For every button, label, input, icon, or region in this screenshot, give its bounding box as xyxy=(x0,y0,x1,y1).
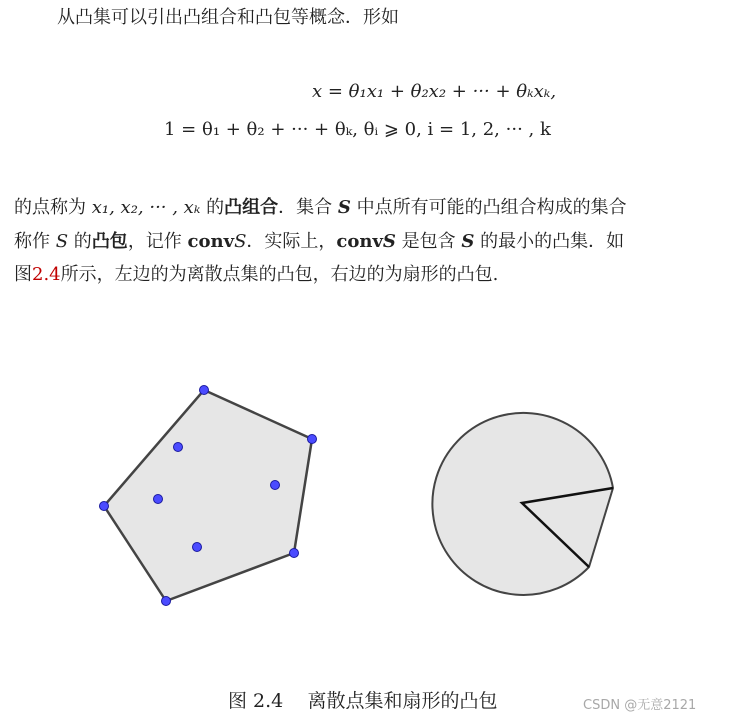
interior-point xyxy=(174,443,183,452)
text: 的 xyxy=(68,231,92,252)
convex-hull-polygon xyxy=(104,390,312,601)
hull-vertex-point xyxy=(308,435,317,444)
text: 称作 xyxy=(14,231,56,252)
figure-caption xyxy=(228,686,497,713)
math-set: S xyxy=(55,231,69,252)
text: 是包含 xyxy=(395,231,462,252)
watermark: CSDN @无意2121 xyxy=(583,698,697,713)
hull-vertex-point xyxy=(162,597,171,606)
equation-convex-combination: x = θ₁x₁ + θ₂x₂ + ··· + θₖxₖ, xyxy=(312,81,557,102)
interior-point xyxy=(154,495,163,504)
text: ．实际上， xyxy=(246,231,337,252)
text: ，记作 xyxy=(127,231,188,252)
math-set: S xyxy=(337,197,351,218)
hull-vertex-point xyxy=(200,386,209,395)
caption-text: 离散点集和扇形的凸包 xyxy=(307,690,498,712)
conv-operator: conv xyxy=(336,231,383,252)
math-set: S xyxy=(234,231,247,252)
hull-vertex-point xyxy=(290,549,299,558)
equation-weights-constraint: 1 = θ₁ + θ₂ + ··· + θₖ, θᵢ ⩾ 0, i = 1, 2, ··· , k xyxy=(164,119,551,140)
conv-operator: conv xyxy=(187,231,235,252)
interior-point xyxy=(193,543,202,552)
caption-number: 图 2.4 xyxy=(228,690,284,712)
text: 所示，左边的为离散点集的凸包，右边的为扇形的凸包. xyxy=(60,264,499,285)
term-convex-hull: 凸包 xyxy=(91,231,128,252)
math-set: S xyxy=(461,231,475,252)
hull-vertex-point xyxy=(100,502,109,511)
text: 图 xyxy=(14,264,32,285)
text: 的最小的凸集．如 xyxy=(474,231,625,252)
math-vars: x₁, x₂, ··· , xₖ xyxy=(91,197,201,218)
figure-reference-link[interactable]: 2.4 xyxy=(32,264,61,285)
text: 中点所有可能的凸组合构成的集合 xyxy=(350,197,627,218)
intro-text: 从凸集可以引出凸组合和凸包等概念．形如 xyxy=(57,7,399,28)
text: 的 xyxy=(200,197,225,218)
text: 的点称为 xyxy=(14,197,92,218)
math-set: S xyxy=(382,231,396,252)
text: ．集合 xyxy=(278,197,338,218)
term-convex-combination: 凸组合 xyxy=(224,197,279,218)
interior-point xyxy=(271,481,280,490)
